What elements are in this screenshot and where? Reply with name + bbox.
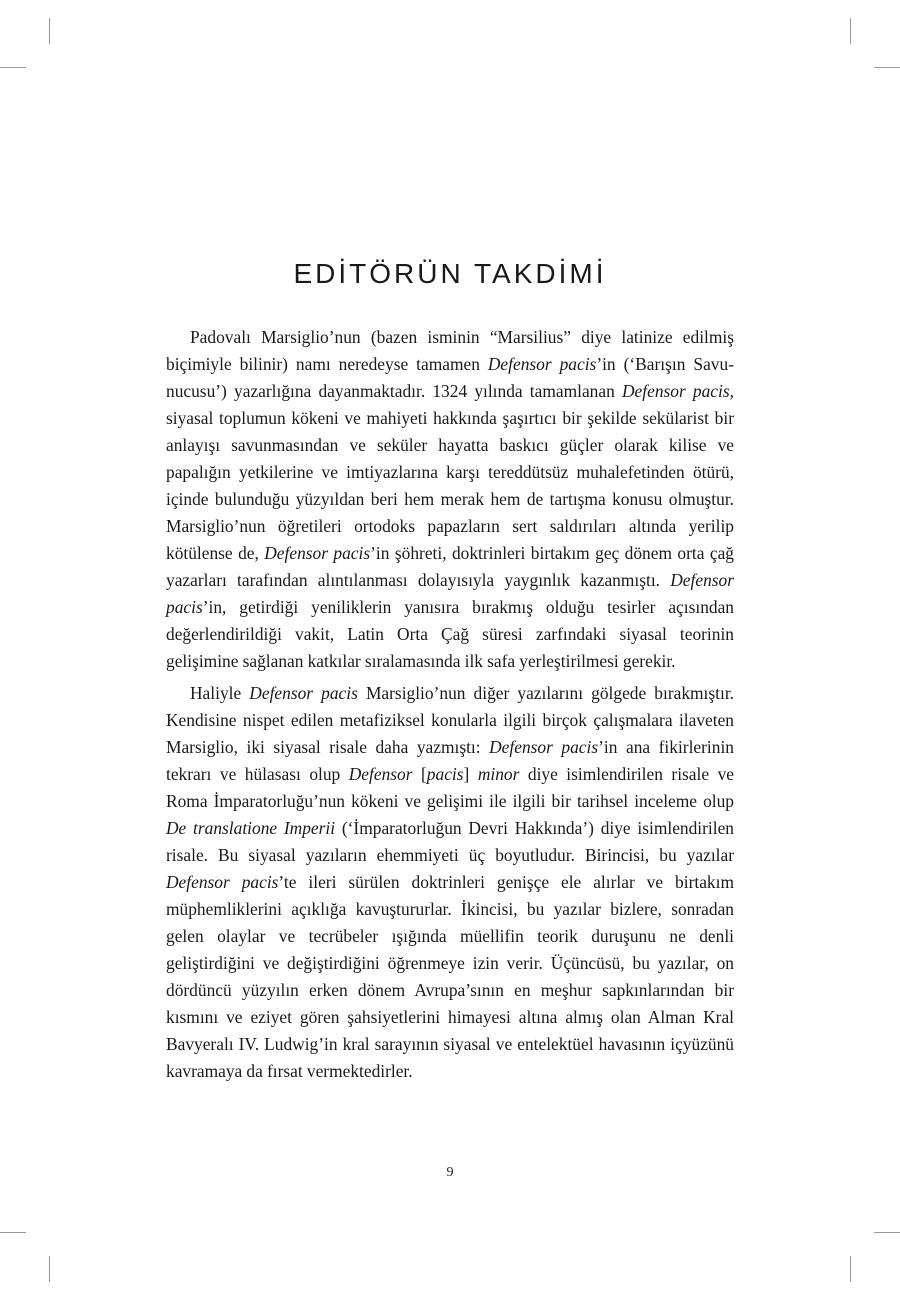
crop-mark-top-left [49,18,50,44]
italic-text: pacis [426,764,464,784]
crop-mark-bottom-right [874,1232,900,1233]
body-text [166,324,734,1090]
text-run: ’in (‘Barışın Savunucusu’) yazarlığına dayanmaktadır. 1324 yılında tamamlanan [166,354,734,401]
crop-mark-top-left [0,67,26,68]
text-run: Haliyle [190,683,250,703]
italic-text: Defensor pacis [487,354,597,374]
text-run: Padovalı Marsiglio’nun (bazen isminin “Marsilius” diye latinize edilmiş biçimiyle bilinir) namı neredeyse tamamen [166,327,734,374]
crop-mark-bottom-right [850,1256,851,1282]
text-run: ] [463,764,478,784]
italic-text: Defensor pacis [621,381,730,401]
paragraph [166,324,734,675]
text-run: ’te ileri sürülen doktrinleri genişçe ele alırlar ve birtakım müphemliklerini açıklığa kavuştururlar. İkincisi, bu yazılar bizlere, sonradan gelen olaylar ve tecrübeler ışığında müellifin teorik duruşunu ne denli geliştirdiğini ve değiştirdiğini öğrenmeye izin verir. Üçüncüsü, bu yazılar, on dördüncü yüzyılın erken dönem Avrupa’sının en meşhur sapkınlarından bir kısmını ve eziyet gören şahsiyetlerini himayesi altına almış olan Alman Kral Bavyeralı IV. Ludwig’in kral sarayının siyasal ve entelektüel havasının içyüzünü kavramaya da fırsat vermektedirler. [166,872,734,1081]
crop-mark-top-right [874,67,900,68]
text-run: Marsiglio’nun diğer yazılarını gölgede bırakmıştır. Kendisine nispet edilen metafiziksel konularla ilgili birçok çalışmalara ilaveten Marsiglio, iki siyasal risale daha yazmıştı: [166,683,734,757]
text-run: diye isimlendirilen risale ve Roma İmparatorluğu’nun kökeni ve gelişimi ile ilgili bir tarihsel inceleme olup [166,764,734,811]
text-run: ’in, getirdiği yeniliklerin yanısıra bırakmış olduğu tesirler açısından değerlendirildiği vakit, Latin Orta Çağ süresi zarfındaki siyasal teorinin gelişimine sağlanan katkılar sıralamasında ilk safa yerleştirilmesi gerekir. [166,597,734,671]
italic-text: Defensor pacis [264,543,371,563]
italic-text: Defensor pacis [249,683,358,703]
text-run: (‘İmparatorluğun Devri Hakkında’) diye isimlendirilen risale. Bu siyasal yazıların ehemmiyeti üç boyutludur. Birincisi, bu yazılar [166,818,735,865]
crop-mark-bottom-left [0,1232,26,1233]
italic-text: De translatione Imperii [166,818,336,838]
text-run: ’in ana fikirlerinin tekrarı ve hülasası olup [166,737,734,784]
italic-text: minor [477,764,520,784]
page-title: EDİTÖRÜN TAKDİMİ [293,258,607,289]
crop-mark-top-right [850,18,851,44]
italic-text: Defensor [348,764,413,784]
page-number: 9 [446,1165,454,1180]
crop-mark-bottom-left [49,1256,50,1282]
paragraph [166,680,734,1085]
italic-text: Defensor pacis [166,570,734,617]
text-run: , siyasal toplumun kökeni ve mahiyeti hakkında şaşırtıcı bir şekilde sekülarist bir anlayışı savunmasından ve seküler hayatta baskıcı güçler olarak kilise ve papalığın yetkilerine ve imtiyazlarına karşı tereddütsüz muhalefetinden ötürü, içinde bulunduğu yüzyıldan beri hem merak hem de tartışma konusu olmuştur. Marsiglio’nun öğretileri ortodoks papazların sert saldırıları altında yerilip kötülense de, [166,381,734,563]
italic-text: Defensor pacis [489,737,599,757]
italic-text: Defensor pacis [166,872,279,892]
text-run: [ [412,764,427,784]
text-run: ’in şöhreti, doktrinleri birtakım geç dönem orta çağ yazarları tarafından alıntılanması dolayısıyla yaygınlık kazanmıştı. [166,543,734,590]
